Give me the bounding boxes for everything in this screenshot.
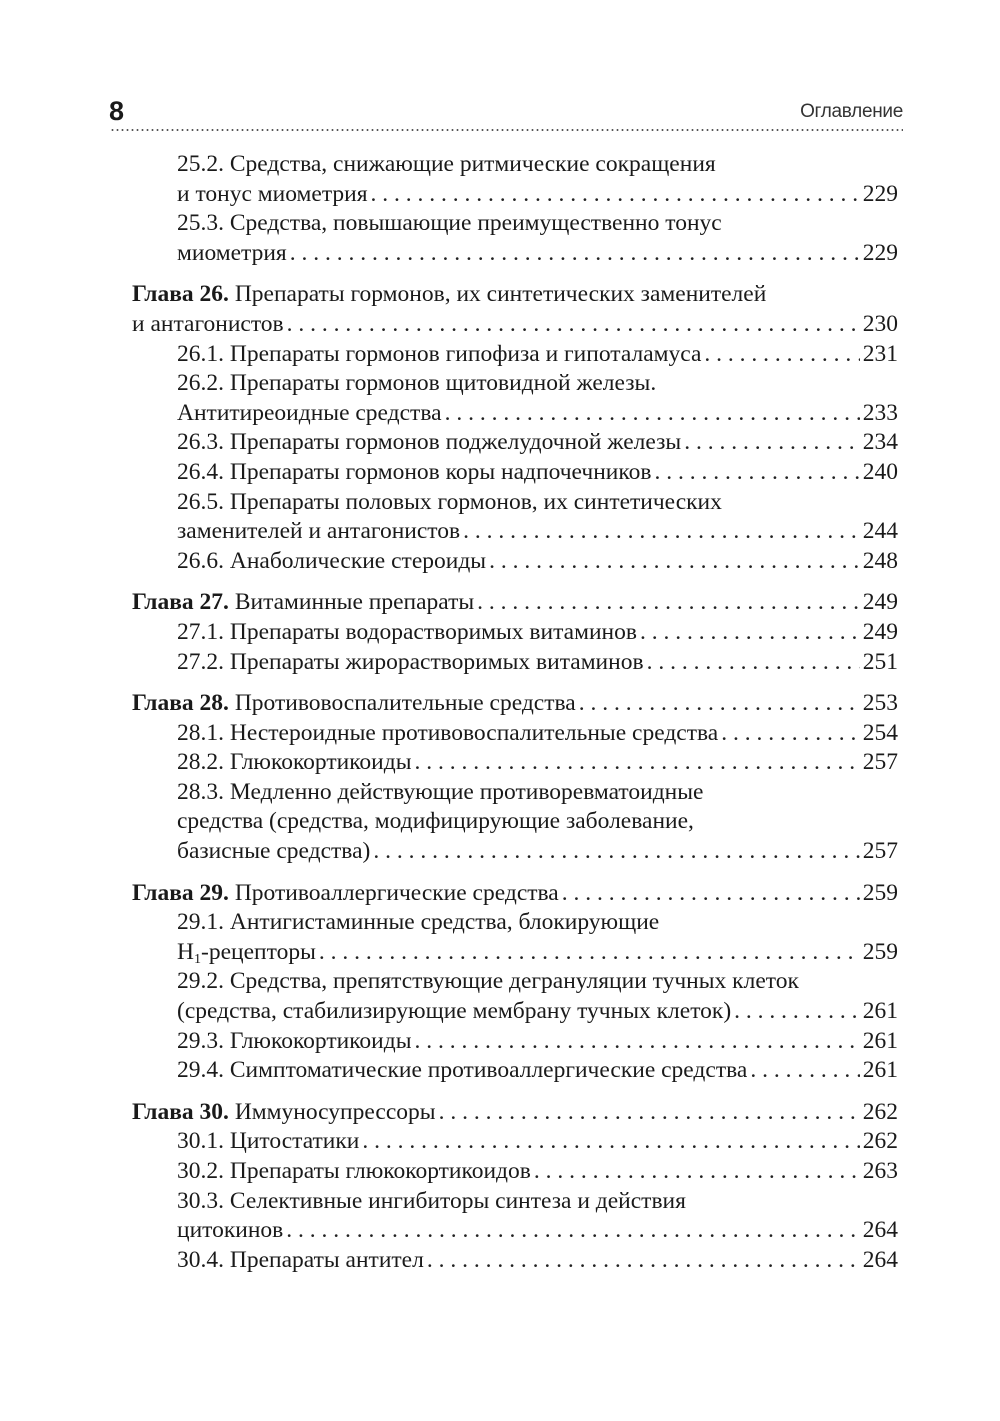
entry-line <box>132 488 898 518</box>
dot-leader <box>704 340 859 370</box>
dot-leader <box>721 719 860 749</box>
entry-line <box>132 428 898 458</box>
dot-leader <box>286 1216 859 1246</box>
header-dotted-rule <box>110 129 903 131</box>
entry-page-number: 244 <box>862 518 898 545</box>
entry-text: 29.1. Антигистаминные средства, блокирующие <box>177 909 660 936</box>
dot-leader <box>734 997 860 1027</box>
entry-text: 28.3. Медленно действующие противоревматоидные <box>177 778 704 805</box>
entry-line <box>132 458 898 488</box>
dot-leader <box>439 1098 860 1128</box>
entry-text: Антитиреоидные средства <box>177 399 442 426</box>
entry-text: 29.2. Средства, препятствующие дегрануляции тучных клеток <box>177 968 799 995</box>
entry-line <box>132 648 898 678</box>
chapter-text: Глава 26. Препараты гормонов, их синтетических заменителей <box>132 281 767 308</box>
chapter-line <box>132 879 898 909</box>
entry-line <box>132 1157 898 1187</box>
entry-text: средства (средства, модифицирующие заболевание, <box>177 808 694 835</box>
entry-text: 27.2. Препараты жирорастворимых витаминов <box>177 648 644 675</box>
toc-entry[interactable] <box>132 150 898 209</box>
entry-text: (средства, стабилизирующие мембрану тучных клеток) <box>177 998 732 1025</box>
chapter-label: Глава 27. <box>132 589 229 616</box>
entry-line <box>132 239 898 269</box>
running-title: Оглавление <box>800 101 903 122</box>
dot-leader <box>290 239 860 269</box>
chapter-page-number: 230 <box>862 310 898 337</box>
entry-line <box>132 1127 898 1157</box>
entry-line <box>132 908 898 938</box>
entry-line <box>132 967 898 997</box>
entry-text: 28.1. Нестероидные противовоспалительные средства <box>177 719 719 746</box>
entry-page-number: 264 <box>862 1217 898 1244</box>
toc-entry[interactable] <box>132 1127 898 1157</box>
entry-line <box>132 150 898 180</box>
entry-text: 30.2. Препараты глюкокортикоидов <box>177 1158 531 1184</box>
entry-text: 27.1. Препараты водорастворимых витаминов <box>177 618 637 645</box>
entry-line <box>132 719 898 749</box>
toc-entry[interactable] <box>132 748 898 778</box>
entry-text: 29.3. Глюкокортикоиды <box>177 1027 412 1054</box>
toc-entry[interactable] <box>132 1246 898 1276</box>
chapter-section <box>132 689 898 867</box>
dot-leader <box>489 547 860 577</box>
toc-entry[interactable] <box>132 648 898 678</box>
toc-entry[interactable] <box>132 209 898 268</box>
chapter-section <box>132 280 898 576</box>
dot-leader <box>445 399 860 429</box>
dot-leader <box>640 618 860 648</box>
chapter-section <box>132 879 898 1086</box>
toc-entry[interactable] <box>132 1187 898 1246</box>
entry-text: миометрия <box>177 239 287 266</box>
chapter-label: Глава 28. <box>132 690 229 717</box>
entry-line <box>132 997 898 1027</box>
toc-entry[interactable] <box>132 908 898 967</box>
dot-leader <box>287 310 860 340</box>
toc-entry[interactable] <box>132 967 898 1026</box>
dot-leader <box>477 588 860 618</box>
chapter-page-number: 249 <box>862 589 898 616</box>
page-number: 8 <box>109 96 125 126</box>
entry-page-number: 229 <box>862 239 898 266</box>
chapter-label: Глава 26. <box>132 281 229 308</box>
toc-entry[interactable] <box>132 488 898 547</box>
dot-leader <box>319 938 860 968</box>
entry-page-number: 249 <box>862 618 898 645</box>
toc-entry[interactable] <box>132 547 898 577</box>
chapter-line <box>132 689 898 719</box>
dot-leader <box>562 879 860 909</box>
dot-leader <box>427 1246 860 1276</box>
chapter-line <box>132 280 898 310</box>
dot-leader <box>362 1127 859 1157</box>
entry-page-number: 263 <box>862 1158 898 1184</box>
entry-text: 30.1. Цитостатики <box>177 1128 360 1155</box>
entry-text: 30.4. Препараты антител <box>177 1246 424 1273</box>
dot-leader <box>684 428 860 458</box>
entry-page-number: 257 <box>862 838 898 865</box>
toc-entry[interactable] <box>132 1056 898 1086</box>
dot-leader <box>463 517 860 547</box>
entry-page-number: 231 <box>862 340 898 367</box>
entry-text: 26.2. Препараты гормонов щитовидной железы. <box>177 370 657 397</box>
chapter-text: Глава 27. Витаминные препараты <box>132 589 475 616</box>
entry-line <box>132 778 898 808</box>
entry-line <box>132 837 898 867</box>
toc-entry[interactable] <box>132 778 898 867</box>
entry-line <box>132 1027 898 1057</box>
entry-page-number: 234 <box>862 429 898 456</box>
chapter-label: Глава 29. <box>132 879 229 906</box>
dot-leader <box>647 648 860 678</box>
entry-text: 25.2. Средства, снижающие ритмические сокращения <box>177 151 716 177</box>
table-of-contents <box>132 150 898 1287</box>
entry-line <box>132 1056 898 1086</box>
entry-page-number: 233 <box>862 399 898 426</box>
dot-leader <box>579 689 860 719</box>
chapter-text: Глава 29. Противоаллергические средства <box>132 879 559 906</box>
chapter-label: Глава 30. <box>132 1098 229 1125</box>
entry-line <box>132 1246 898 1276</box>
toc-entry[interactable] <box>132 618 898 648</box>
entry-text: заменителей и антагонистов <box>177 518 461 545</box>
entry-line <box>132 938 898 968</box>
entry-page-number: 254 <box>862 719 898 746</box>
chapter-section <box>132 1098 898 1276</box>
entry-line <box>132 180 898 210</box>
entry-page-number: 248 <box>862 547 898 574</box>
entry-line <box>132 517 898 547</box>
dot-leader <box>371 180 860 210</box>
entry-line <box>132 369 898 399</box>
entry-text: 26.5. Препараты половых гормонов, их синтетических <box>177 488 722 515</box>
chapter-section <box>132 150 898 268</box>
dot-leader <box>373 837 859 867</box>
chapter-text: и антагонистов <box>132 310 284 337</box>
entry-text: 26.6. Анаболические стероиды <box>177 547 487 574</box>
entry-page-number: 261 <box>862 998 898 1025</box>
entry-page-number: 264 <box>862 1246 898 1273</box>
entry-text: базисные средства) <box>177 838 371 865</box>
toc-entry[interactable] <box>132 458 898 488</box>
entry-text: 29.4. Симптоматические противоаллергические средства <box>177 1057 748 1084</box>
chapter-section <box>132 588 898 677</box>
entry-line <box>132 748 898 778</box>
dot-leader <box>534 1157 860 1187</box>
toc-entry[interactable] <box>132 1027 898 1057</box>
chapter-line <box>132 310 898 340</box>
entry-page-number: 261 <box>862 1027 898 1054</box>
entry-text: 26.4. Препараты гормонов коры надпочечников <box>177 458 652 485</box>
toc-entry[interactable] <box>132 340 898 370</box>
toc-entry[interactable] <box>132 428 898 458</box>
entry-line <box>132 547 898 577</box>
entry-page-number: 251 <box>862 648 898 675</box>
entry-page-number: 262 <box>862 1128 898 1155</box>
entry-line <box>132 340 898 370</box>
entry-line <box>132 1187 898 1217</box>
entry-text: цитокинов <box>177 1217 284 1244</box>
entry-page-number: 257 <box>862 749 898 776</box>
toc-entry[interactable] <box>132 719 898 749</box>
dot-leader <box>415 1027 860 1057</box>
entry-line <box>132 1216 898 1246</box>
chapter-page-number: 259 <box>862 879 898 906</box>
entry-line <box>132 618 898 648</box>
entry-page-number: 261 <box>862 1057 898 1084</box>
chapter-line <box>132 1098 898 1128</box>
entry-page-number: 259 <box>862 938 898 965</box>
entry-text: 26.1. Препараты гормонов гипофиза и гипоталамуса <box>177 340 702 367</box>
dot-leader <box>415 748 860 778</box>
dot-leader <box>750 1056 859 1086</box>
chapter-page-number: 262 <box>862 1098 898 1125</box>
toc-entry[interactable] <box>132 369 898 428</box>
entry-text: и тонус миометрия <box>177 180 368 207</box>
chapter-page-number: 253 <box>862 690 898 717</box>
entry-text: 30.3. Селективные ингибиторы синтеза и действия <box>177 1187 686 1214</box>
entry-page-number: 240 <box>862 458 898 485</box>
entry-text: 28.2. Глюкокортикоиды <box>177 749 412 776</box>
dot-leader <box>654 458 859 488</box>
toc-entry[interactable] <box>132 1157 898 1187</box>
entry-line <box>132 807 898 837</box>
entry-text: 26.3. Препараты гормонов поджелудочной железы <box>177 429 682 456</box>
entry-text: 25.3. Средства, повышающие преимущественно тонус <box>177 210 722 237</box>
entry-line <box>132 209 898 239</box>
entry-page-number: 229 <box>862 180 898 207</box>
chapter-text: Глава 30. Иммуносупрессоры <box>132 1098 436 1125</box>
subscript: 1 <box>193 950 202 967</box>
chapter-text: Глава 28. Противовоспалительные средства <box>132 690 576 717</box>
chapter-line <box>132 588 898 618</box>
entry-line <box>132 399 898 429</box>
entry-text: $H_1$-рецепторы <box>177 938 316 967</box>
